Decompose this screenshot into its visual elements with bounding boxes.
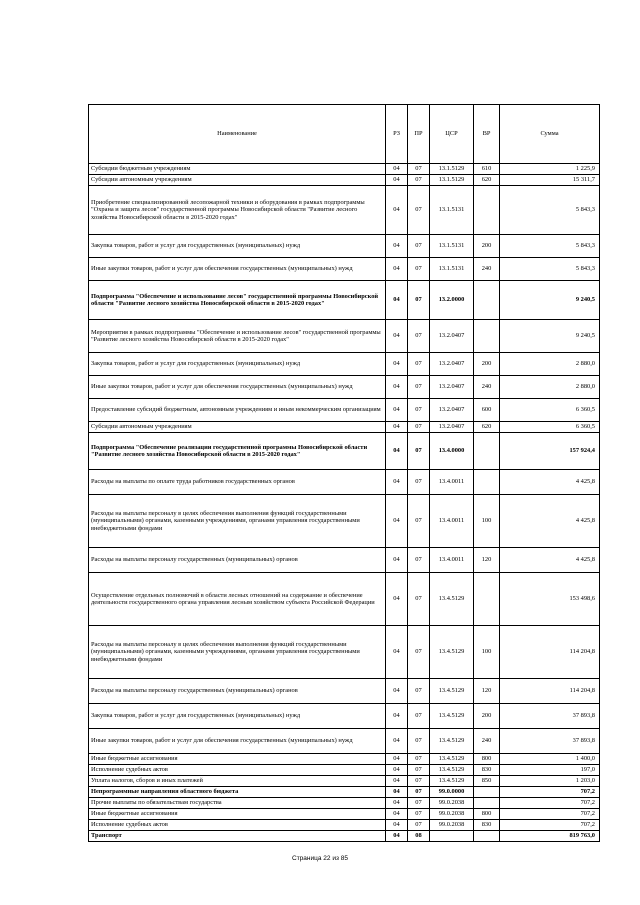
table-row (89, 809, 600, 820)
cell-sum: 2 880,0 (500, 353, 600, 376)
table-row (89, 376, 600, 399)
cell-rz: 04 (386, 422, 408, 433)
page-footer: Страница 22 из 85 (292, 855, 348, 862)
cell-name: Закупка товаров, работ и услуг для государственных (муниципальных) нужд (89, 235, 386, 258)
cell-vr: 620 (474, 422, 500, 433)
cell-pr: 07 (408, 353, 430, 376)
cell-csr: 99.0.2038 (430, 809, 474, 820)
cell-pr: 07 (408, 820, 430, 831)
table-row (89, 831, 600, 842)
table-row (89, 175, 600, 186)
cell-name: Исполнение судебных актов (89, 765, 386, 776)
cell-rz: 04 (386, 495, 408, 548)
cell-vr (474, 186, 500, 235)
cell-rz: 04 (386, 754, 408, 765)
cell-name: Расходы на выплаты персоналу государственных (муниципальных) органов (89, 548, 386, 573)
cell-name: Мероприятия в рамках подпрограммы "Обеспечение и использование лесов" государственной программы "Развитие лесного хозяйства Новосибирской области в 2015-2020 годах" (89, 320, 386, 353)
cell-csr: 13.1.5131 (430, 235, 474, 258)
cell-name: Расходы на выплаты персоналу в целях обеспечения выполнения функций государственными (муниципальными) органами, казенными учреждениями, органами управления государственными внебюджетными фондами (89, 626, 386, 679)
cell-name: Транспорт (89, 831, 386, 842)
cell-name: Закупка товаров, работ и услуг для государственных (муниципальных) нужд (89, 353, 386, 376)
cell-vr: 100 (474, 626, 500, 679)
cell-rz: 04 (386, 399, 408, 422)
cell-pr: 07 (408, 495, 430, 548)
table-header-row (89, 105, 600, 164)
cell-rz: 04 (386, 626, 408, 679)
cell-pr: 07 (408, 235, 430, 258)
cell-pr: 07 (408, 798, 430, 809)
cell-rz: 04 (386, 548, 408, 573)
table-row (89, 820, 600, 831)
cell-rz: 04 (386, 729, 408, 754)
cell-vr: 200 (474, 353, 500, 376)
cell-rz: 04 (386, 470, 408, 495)
cell-sum: 197,0 (500, 765, 600, 776)
cell-sum: 5 843,3 (500, 186, 600, 235)
cell-rz: 04 (386, 164, 408, 175)
cell-sum: 819 763,0 (500, 831, 600, 842)
cell-pr: 07 (408, 175, 430, 186)
table-row (89, 704, 600, 729)
cell-name: Иные закупки товаров, работ и услуг для обеспечения государственных (муниципальных) нужд (89, 729, 386, 754)
table-row (89, 798, 600, 809)
cell-csr: 13.2.0407 (430, 376, 474, 399)
cell-rz: 04 (386, 679, 408, 704)
cell-sum: 4 425,8 (500, 470, 600, 495)
cell-rz: 04 (386, 320, 408, 353)
cell-sum: 4 425,8 (500, 495, 600, 548)
cell-csr: 13.4.0000 (430, 433, 474, 470)
cell-pr: 07 (408, 704, 430, 729)
cell-vr: 800 (474, 809, 500, 820)
cell-vr: 100 (474, 495, 500, 548)
cell-sum: 9 240,5 (500, 320, 600, 353)
cell-csr: 13.2.0407 (430, 353, 474, 376)
cell-sum: 707,2 (500, 787, 600, 798)
cell-sum: 1 400,0 (500, 754, 600, 765)
cell-pr: 07 (408, 729, 430, 754)
cell-vr: 120 (474, 548, 500, 573)
table-row (89, 754, 600, 765)
cell-csr: 13.4.5129 (430, 776, 474, 787)
cell-pr: 07 (408, 573, 430, 626)
cell-sum: 157 924,4 (500, 433, 600, 470)
cell-csr: 13.2.0407 (430, 399, 474, 422)
cell-name: Расходы на выплаты персоналу в целях обеспечения выполнения функций государственными (муниципальными) органами, казенными учреждениями, органами управления государственными внебюджетными фондами (89, 495, 386, 548)
cell-vr: 610 (474, 164, 500, 175)
cell-name: Иные закупки товаров, работ и услуг для обеспечения государственных (муниципальных) нужд (89, 376, 386, 399)
cell-pr: 07 (408, 422, 430, 433)
cell-vr: 830 (474, 820, 500, 831)
cell-name: Прочие выплаты по обязательствам государства (89, 798, 386, 809)
cell-name: Приобретение специализированной лесопожарной техники и оборудования в рамках подпрограммы "Охрана и защита лесов" государственной программы Новосибирской области "Развитие лесного хозяйства Новосибирской области в 2015-2020 годах" (89, 186, 386, 235)
cell-csr: 13.4.5129 (430, 765, 474, 776)
cell-vr (474, 831, 500, 842)
cell-vr: 240 (474, 376, 500, 399)
cell-vr (474, 320, 500, 353)
cell-pr: 07 (408, 186, 430, 235)
cell-sum: 5 843,3 (500, 258, 600, 281)
header-pr: ПР (408, 105, 430, 164)
table-row (89, 186, 600, 235)
cell-sum: 15 311,7 (500, 175, 600, 186)
cell-csr: 13.4.0011 (430, 495, 474, 548)
cell-rz: 04 (386, 809, 408, 820)
header-vr: ВР (474, 105, 500, 164)
cell-name: Субсидии бюджетным учреждениям (89, 164, 386, 175)
cell-pr: 07 (408, 399, 430, 422)
cell-name: Подпрограмма "Обеспечение и использование лесов" государственной программы Новосибирской области "Развитие лесного хозяйства Новосибирской области в 2015-2020 годах" (89, 281, 386, 320)
cell-sum: 6 360,5 (500, 422, 600, 433)
cell-rz: 04 (386, 704, 408, 729)
cell-pr: 07 (408, 679, 430, 704)
header-csr: ЦСР (430, 105, 474, 164)
table-row (89, 765, 600, 776)
header-name: Наименование (89, 105, 386, 164)
budget-table (88, 104, 600, 842)
cell-rz: 04 (386, 776, 408, 787)
cell-sum: 707,2 (500, 798, 600, 809)
cell-rz: 04 (386, 820, 408, 831)
cell-rz: 04 (386, 831, 408, 842)
cell-rz: 04 (386, 258, 408, 281)
cell-pr: 07 (408, 787, 430, 798)
cell-sum: 1 225,9 (500, 164, 600, 175)
cell-vr: 200 (474, 235, 500, 258)
cell-name: Уплата налогов, сборов и иных платежей (89, 776, 386, 787)
cell-csr: 13.2.0000 (430, 281, 474, 320)
table-row (89, 399, 600, 422)
cell-csr: 13.1.5131 (430, 258, 474, 281)
cell-rz: 04 (386, 353, 408, 376)
cell-pr: 07 (408, 433, 430, 470)
table-row (89, 164, 600, 175)
table-row (89, 235, 600, 258)
cell-vr: 800 (474, 754, 500, 765)
cell-pr: 07 (408, 809, 430, 820)
cell-csr: 13.2.0407 (430, 422, 474, 433)
header-sum: Сумма (500, 105, 600, 164)
table-row (89, 776, 600, 787)
cell-pr: 07 (408, 258, 430, 281)
cell-name: Расходы на выплаты по оплате труда работников государственных органов (89, 470, 386, 495)
cell-name: Непрограммные направления областного бюджета (89, 787, 386, 798)
cell-name: Осуществление отдельных полномочий в области лесных отношений на содержание и обеспечение деятельности государственного органа управления лесным хозяйством субъекта Российской Федерации (89, 573, 386, 626)
cell-vr: 240 (474, 258, 500, 281)
cell-rz: 04 (386, 186, 408, 235)
cell-vr: 830 (474, 765, 500, 776)
cell-csr: 13.4.0011 (430, 548, 474, 573)
cell-vr (474, 798, 500, 809)
cell-vr: 200 (474, 704, 500, 729)
cell-csr (430, 831, 474, 842)
cell-vr (474, 433, 500, 470)
cell-csr: 13.4.5129 (430, 729, 474, 754)
cell-pr: 07 (408, 626, 430, 679)
cell-vr: 600 (474, 399, 500, 422)
cell-csr: 13.4.5129 (430, 573, 474, 626)
cell-pr: 08 (408, 831, 430, 842)
cell-sum: 9 240,5 (500, 281, 600, 320)
cell-csr: 99.0.0000 (430, 787, 474, 798)
cell-pr: 07 (408, 281, 430, 320)
cell-vr: 850 (474, 776, 500, 787)
cell-rz: 04 (386, 573, 408, 626)
cell-name: Закупка товаров, работ и услуг для государственных (муниципальных) нужд (89, 704, 386, 729)
cell-sum: 114 204,8 (500, 679, 600, 704)
cell-pr: 07 (408, 164, 430, 175)
cell-name: Подпрограмма "Обеспечение реализации государственной программы Новосибирской области "Развитие лесного хозяйства Новосибирской области в 2015-2020 годах" (89, 433, 386, 470)
cell-name: Субсидии автономным учреждениям (89, 175, 386, 186)
cell-rz: 04 (386, 175, 408, 186)
cell-csr: 13.4.5129 (430, 754, 474, 765)
header-rz: РЗ (386, 105, 408, 164)
cell-name: Иные бюджетные ассигнования (89, 754, 386, 765)
cell-rz: 04 (386, 376, 408, 399)
cell-csr: 13.1.5129 (430, 164, 474, 175)
table-row (89, 353, 600, 376)
cell-vr: 240 (474, 729, 500, 754)
cell-vr: 120 (474, 679, 500, 704)
cell-name: Иные закупки товаров, работ и услуг для обеспечения государственных (муниципальных) нужд (89, 258, 386, 281)
cell-sum: 37 893,8 (500, 729, 600, 754)
cell-vr: 620 (474, 175, 500, 186)
table-body (89, 164, 600, 842)
cell-csr: 99.0.2038 (430, 820, 474, 831)
table-row (89, 787, 600, 798)
cell-sum: 2 880,0 (500, 376, 600, 399)
cell-pr: 07 (408, 754, 430, 765)
cell-sum: 707,2 (500, 809, 600, 820)
table-row (89, 679, 600, 704)
table-row (89, 422, 600, 433)
cell-sum: 5 843,3 (500, 235, 600, 258)
table-row (89, 281, 600, 320)
table-row (89, 320, 600, 353)
cell-sum: 37 893,8 (500, 704, 600, 729)
cell-vr (474, 573, 500, 626)
cell-vr (474, 787, 500, 798)
cell-name: Субсидии автономным учреждениям (89, 422, 386, 433)
table-row (89, 433, 600, 470)
cell-rz: 04 (386, 787, 408, 798)
cell-name: Иные бюджетные ассигнования (89, 809, 386, 820)
cell-vr (474, 470, 500, 495)
cell-name: Расходы на выплаты персоналу государственных (муниципальных) органов (89, 679, 386, 704)
table-row (89, 548, 600, 573)
cell-csr: 13.2.0407 (430, 320, 474, 353)
cell-name: Исполнение судебных актов (89, 820, 386, 831)
cell-vr (474, 281, 500, 320)
cell-sum: 114 204,8 (500, 626, 600, 679)
cell-csr: 13.1.5129 (430, 175, 474, 186)
cell-pr: 07 (408, 320, 430, 353)
table-row (89, 470, 600, 495)
cell-rz: 04 (386, 798, 408, 809)
cell-csr: 13.1.5131 (430, 186, 474, 235)
cell-sum: 1 203,0 (500, 776, 600, 787)
cell-csr: 13.4.5129 (430, 704, 474, 729)
cell-pr: 07 (408, 765, 430, 776)
cell-rz: 04 (386, 433, 408, 470)
cell-pr: 07 (408, 470, 430, 495)
table-row (89, 729, 600, 754)
cell-csr: 99.0.2038 (430, 798, 474, 809)
table-row (89, 258, 600, 281)
table-row (89, 626, 600, 679)
cell-rz: 04 (386, 281, 408, 320)
cell-csr: 13.4.5129 (430, 679, 474, 704)
cell-pr: 07 (408, 376, 430, 399)
cell-sum: 153 498,6 (500, 573, 600, 626)
cell-rz: 04 (386, 765, 408, 776)
table-row (89, 495, 600, 548)
cell-pr: 07 (408, 548, 430, 573)
cell-pr: 07 (408, 776, 430, 787)
cell-csr: 13.4.5129 (430, 626, 474, 679)
cell-sum: 4 425,8 (500, 548, 600, 573)
cell-rz: 04 (386, 235, 408, 258)
cell-name: Предоставление субсидий бюджетным, автономным учреждениям и иным некоммерческим организациям (89, 399, 386, 422)
cell-csr: 13.4.0011 (430, 470, 474, 495)
cell-sum: 6 360,5 (500, 399, 600, 422)
table-row (89, 573, 600, 626)
cell-sum: 707,2 (500, 820, 600, 831)
